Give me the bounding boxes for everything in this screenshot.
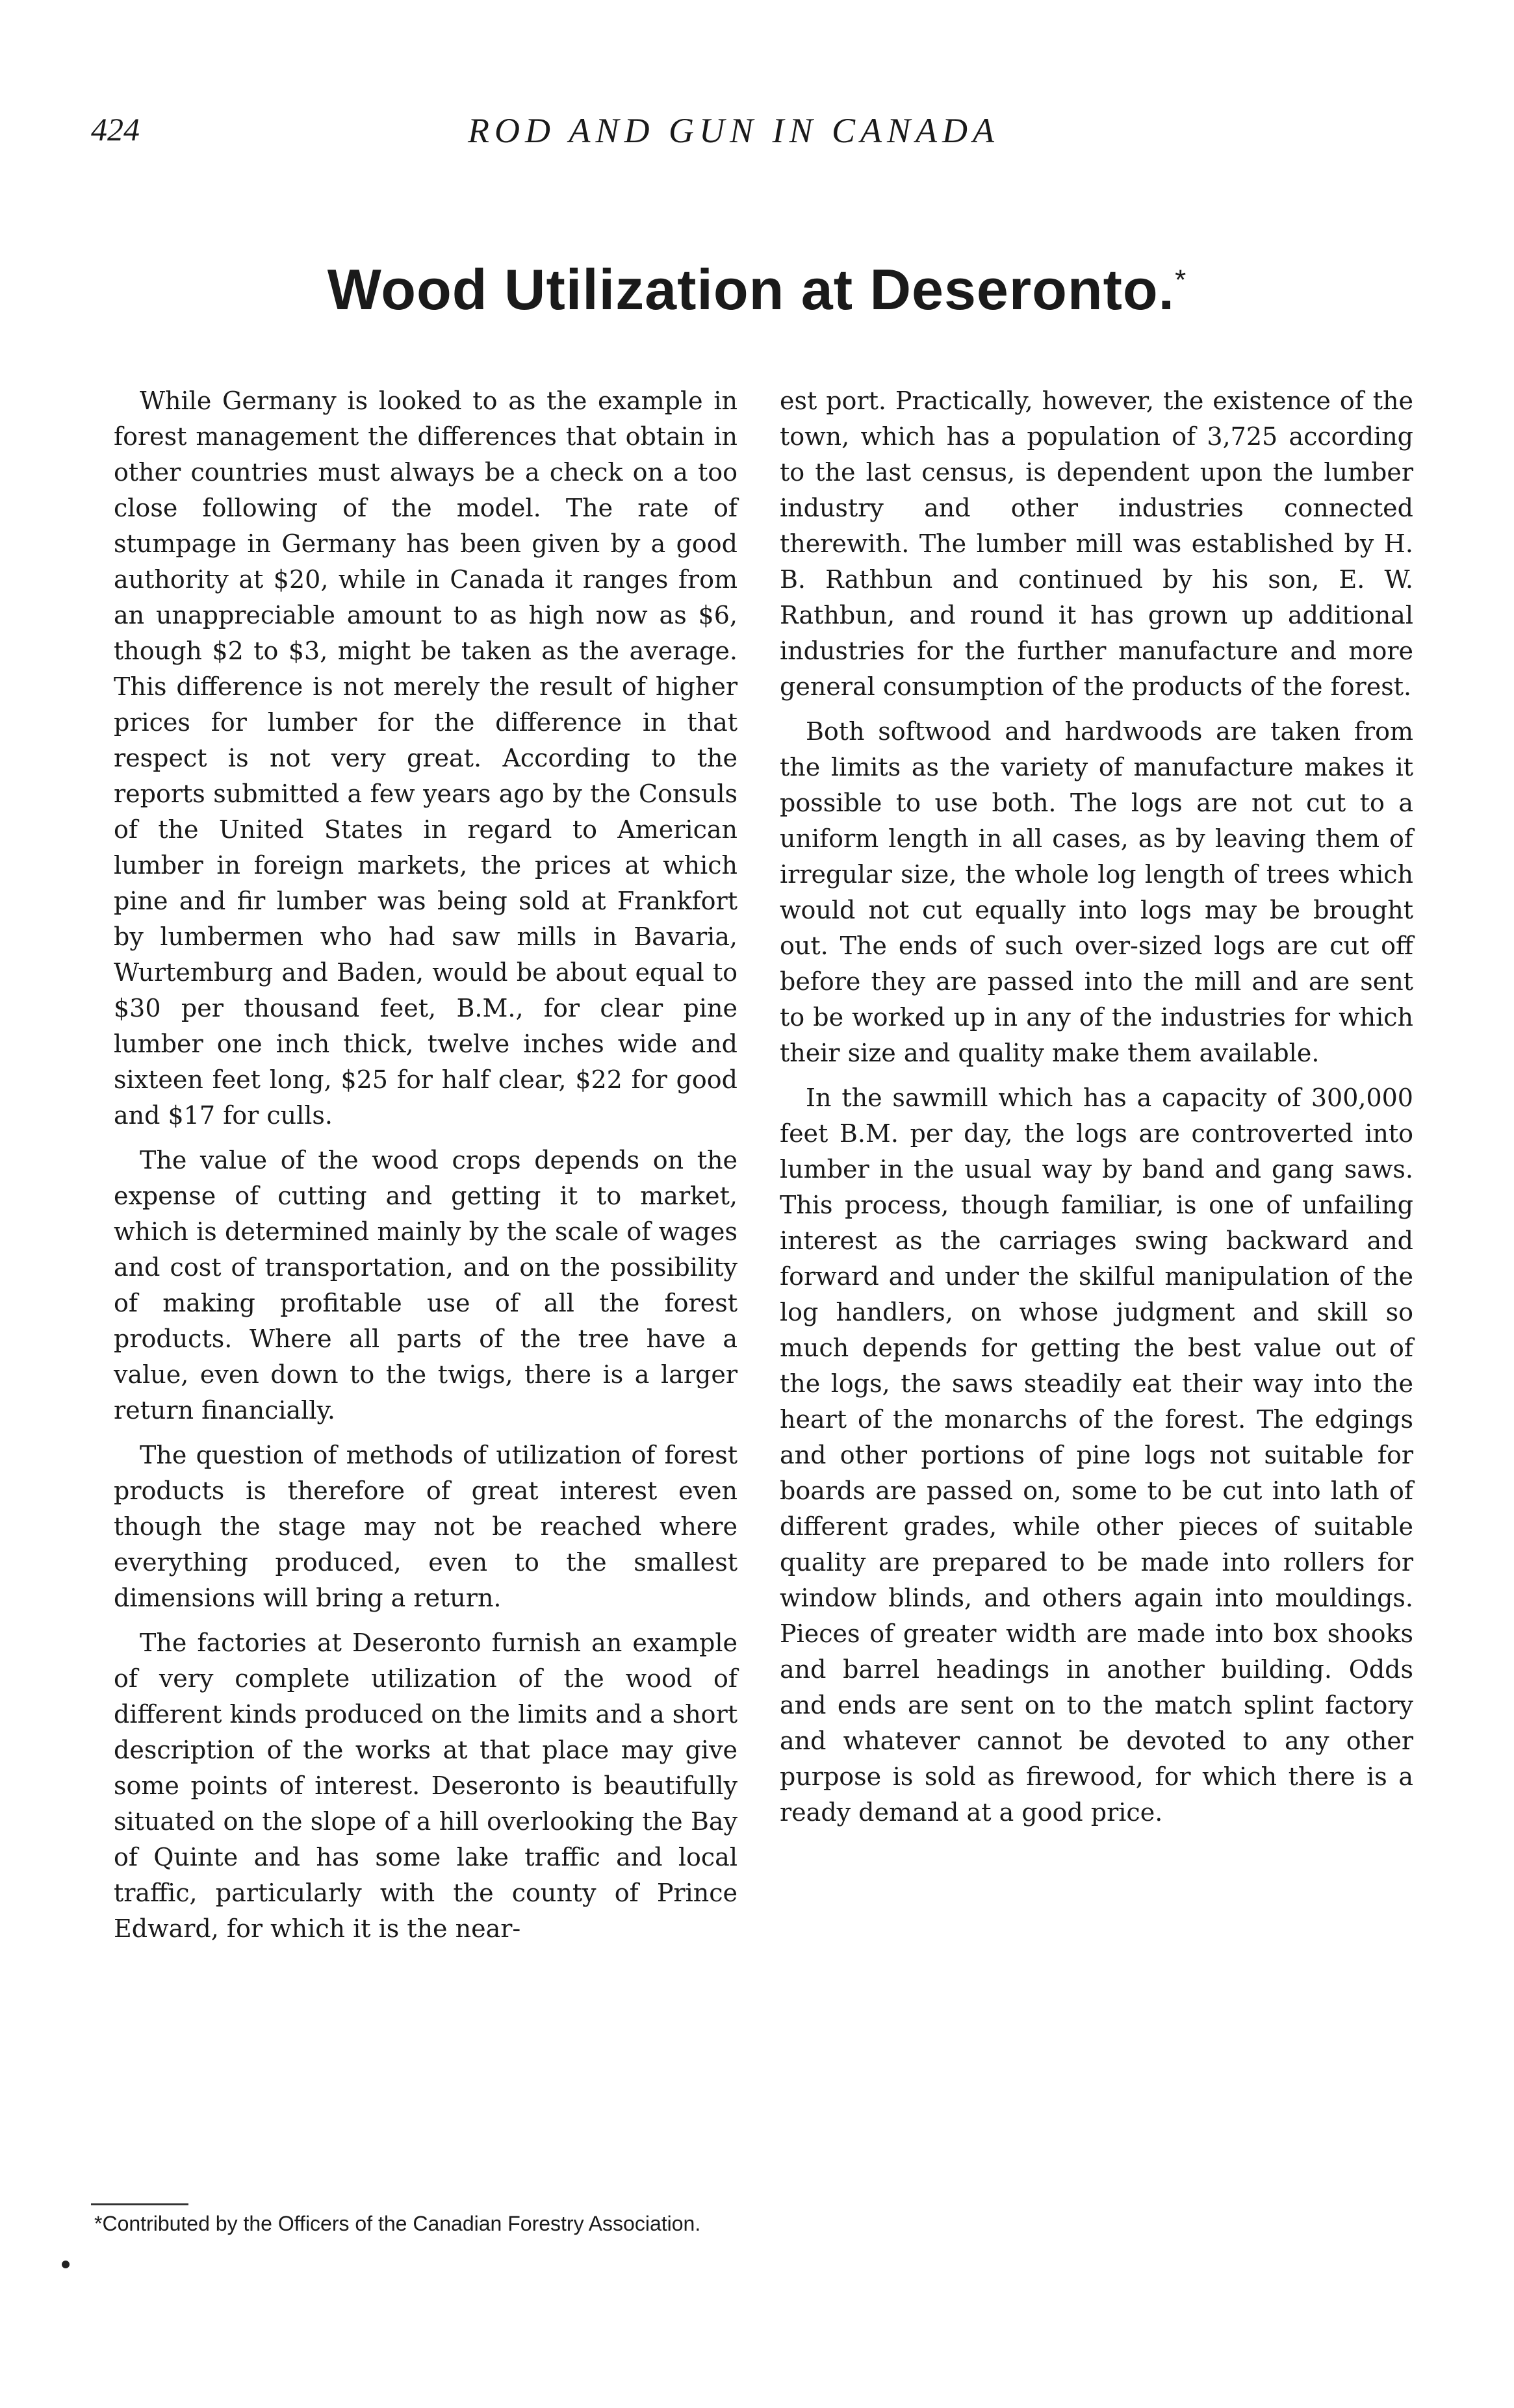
- paragraph: The question of methods of utilization of forest products is therefore of great interest even though the stage may not be reached where everything produced, even to the smallest dimensions will bring a return.: [114, 1441, 738, 1612]
- paragraph: The value of the wood crops depends on the expense of cutting and getting it to market, which is determined mainly by the scale of wages and cost of transportation, and on the possibility of making profitable use of all the forest products. Where all parts of the tree have a value, even down to the twigs, there is a larger return financially.: [114, 1146, 738, 1425]
- paragraph: In the sawmill which has a capacity of 300,000 feet B.M. per day, the logs are controverted into lumber in the usual way by band and gang saws. This process, though familiar, is one of unfailing interest as the carriages swing backward and forward and under the skilful manipulation of the log handlers, on whose judgment and skill so much depends for getting the best value out of the logs, the saws steadily eat their way into the heart of the monarchs of the forest. The edgings and other portions of pine logs not suitable for boards are passed on, some to be cut into lath of different grades, while other pieces of suitable quality are prepared to be made into rollers for window blinds, and others again into mouldings. Pieces of greater width are made into box shooks and barrel headings in another building. Odds and ends are sent on to the match splint factory and whatever cannot be devoted to any other purpose is sold as firewood, for which there is a ready demand at a good price.: [780, 1084, 1413, 1827]
- paragraph: The factories at Deseronto furnish an example of very complete utilization of the wood of different kinds produced on the limits and a short description of the works at that place may give some points of interest. Deseronto is beautifully situated on the slope of a hill overlooking the Bay of Quinte and has some lake traffic and local traffic, particularly with the county of Prince Edward, for which it is the near-: [114, 1629, 738, 1943]
- journal-title: ROD AND GUN IN CANADA: [468, 111, 1000, 150]
- right-column: [780, 383, 1413, 1840]
- paragraph: While Germany is looked to as the example in forest management the differences that obtain in other countries must always be a check on a too close following of the model. The rate of stumpage in Germany has been given by a good authority at $20, while in Canada it ranges from an unappreciable amount to as high now as $6, though $2 to $3, might be taken as the average. This difference is not merely the result of higher prices for lumber for the difference in that respect is not very great. According to the reports submitted a few years ago by the Consuls of the United States in regard to American lumber in foreign markets, the prices at which pine and fir lumber was being sold at Frankfort by lumbermen who had saw mills in Bavaria, Wurtemburg and Baden, would be about equal to $30 per thousand feet, B.M., for clear pine lumber one inch thick, twelve inches wide and sixteen feet long, $25 for half clear, $22 for good and $17 for culls.: [114, 387, 738, 1130]
- article-title: [0, 257, 1514, 323]
- paragraph-continuation: est port. Practically, however, the existence of the town, which has a population of 3,725 according to the last census, is dependent upon the lumber industry and other industries connected therewith. The lumber mill was established by H. B. Rathbun and continued by his son, E. W. Rathbun, and round it has grown up additional industries for the further manufacture and more general consumption of the products of the forest.: [780, 387, 1413, 701]
- stray-ink-mark: [62, 2261, 70, 2268]
- page-number: 424: [91, 111, 140, 147]
- running-head: [91, 110, 1105, 149]
- footnote-marker: *: [1175, 264, 1187, 296]
- footnote-rule: [91, 2203, 188, 2205]
- paragraph: Both softwood and hardwoods are taken from the limits as the variety of manufacture makes it possible to use both. The logs are not cut to a uniform length in all cases, as by leaving them of irregular size, the whole log length of trees which would not cut equally into logs may be brought out. The ends of such over-sized logs are cut off before they are passed into the mill and are sent to be worked up in any of the industries for which their size and quality make them available.: [780, 717, 1413, 1067]
- footnote: *Contributed by the Officers of the Canadian Forestry Association.: [94, 2212, 701, 2235]
- left-column: [114, 383, 738, 1956]
- article-title-text: Wood Utilization at Deseronto.: [327, 257, 1175, 322]
